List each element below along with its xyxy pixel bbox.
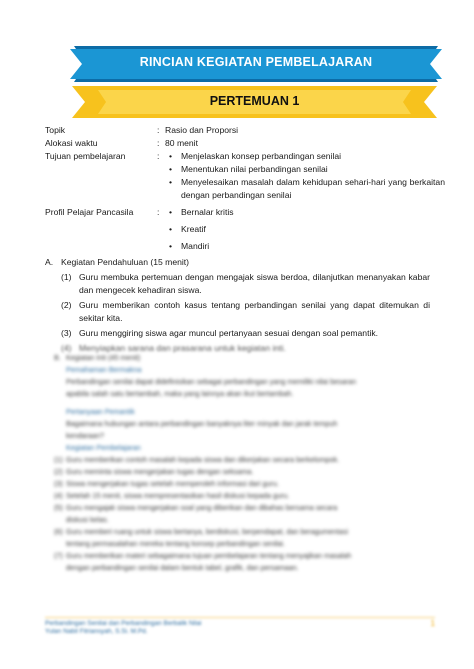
time-value: 80 menit bbox=[165, 138, 198, 148]
blurred-line bbox=[40, 454, 440, 466]
blurred-line bbox=[40, 418, 440, 430]
blurred-line bbox=[40, 502, 440, 514]
list-item bbox=[45, 327, 430, 340]
item-text: Guru menggiring siswa agar muncul pertanyaan sesuai dengan soal pemantik. bbox=[79, 328, 379, 338]
blurred-line-text: Guru memberikan contoh masalah kepada siswa dan dikerjakan secara berkelompok. bbox=[66, 455, 340, 464]
blurred-line bbox=[40, 538, 440, 550]
list-item bbox=[45, 299, 430, 325]
colon: : bbox=[157, 207, 160, 217]
blurred-line-marker: (7) bbox=[54, 551, 63, 560]
blurred-line-text: Pertanyaan Pemantik bbox=[66, 407, 135, 416]
goal-text: Menyelesaikan masalah dalam kehidupan sehari-hari yang berkaitan dengan perbandingan senilai bbox=[181, 177, 445, 200]
blurred-line-text: dengan perbandingan senilai dalam bentuk tabel, grafik, dan persamaan. bbox=[66, 563, 299, 572]
item-number: (3) bbox=[61, 328, 72, 338]
profile-text: Bernalar kritis bbox=[181, 207, 234, 217]
info-row-time bbox=[45, 137, 445, 150]
blurred-line-text: Guru memberikan materi sebagaimana tujuan pembelajaran tentang menyajikan masalah bbox=[66, 551, 352, 560]
blurred-line bbox=[40, 466, 440, 478]
blurred-line-marker: (4) bbox=[54, 491, 63, 500]
session-banner bbox=[72, 86, 437, 118]
info-row-topic bbox=[45, 124, 445, 137]
section-a bbox=[45, 256, 430, 357]
list-item bbox=[165, 150, 445, 163]
blurred-line-text: Guru mengajak siswa mengerjakan soal yang diberikan dan dibahas bersama secara bbox=[66, 503, 338, 512]
goal-text: Menjelaskan konsep perbandingan senilai bbox=[181, 151, 342, 161]
blurred-line bbox=[40, 376, 440, 388]
bullet-icon: • bbox=[169, 151, 173, 161]
list-item bbox=[165, 163, 445, 176]
page-title: RINCIAN KEGIATAN PEMBELAJARAN bbox=[139, 55, 373, 69]
bullet-icon: • bbox=[169, 177, 173, 187]
list-item bbox=[165, 206, 445, 219]
info-row-goals bbox=[45, 150, 445, 202]
profile-list bbox=[165, 206, 445, 253]
blurred-line-marker: (1) bbox=[54, 455, 63, 464]
blurred-line-marker: (5) bbox=[54, 503, 63, 512]
title-banner bbox=[70, 46, 442, 82]
blurred-line-marker: (3) bbox=[54, 479, 63, 488]
blurred-line-text: Kegiatan Inti (45 menit) bbox=[66, 353, 141, 362]
session-title: PERTEMUAN 1 bbox=[209, 94, 300, 108]
lesson-info bbox=[45, 124, 445, 253]
colon: : bbox=[157, 138, 160, 148]
blurred-line bbox=[40, 364, 440, 376]
blurred-line bbox=[40, 550, 440, 562]
colon: : bbox=[157, 125, 160, 135]
blurred-line-text: Guru meminta siswa mengerjakan tugas dengan seksama. bbox=[66, 467, 254, 476]
goals-list bbox=[165, 150, 445, 202]
bullet-icon: • bbox=[169, 207, 173, 217]
item-number: (2) bbox=[61, 300, 72, 310]
footer-author: Yulan Nabil Fitriansyah, S.Si. M.Pd. bbox=[45, 628, 148, 635]
profile-text: Mandiri bbox=[181, 241, 210, 251]
bullet-icon: • bbox=[169, 224, 173, 234]
blurred-line bbox=[40, 406, 440, 418]
blurred-line-text: apabila salah satu bertambah, maka yang lainnya akan ikut bertambah. bbox=[66, 389, 294, 398]
topic-value: Rasio dan Proporsi bbox=[165, 125, 239, 135]
blurred-content bbox=[40, 352, 440, 602]
blurred-line-marker: (2) bbox=[54, 467, 63, 476]
list-item bbox=[165, 223, 445, 236]
item-text: Guru membuka pertemuan dengan mengajak siswa berdoa, dilanjutkan menanyakan kabar dan mengecek kehadiran siswa. bbox=[79, 272, 430, 295]
blurred-line-text: diskusi kelas. bbox=[66, 515, 109, 524]
colon: : bbox=[157, 151, 160, 161]
blurred-line-text: Setelah 15 menit, siswa mempresentasikan hasil diskusi kepada guru. bbox=[66, 491, 290, 500]
list-item bbox=[165, 176, 445, 202]
profile-label: Profil Pelajar Pancasila bbox=[45, 207, 134, 217]
blurred-line-text: Kegiatan Pembelajaran bbox=[66, 443, 141, 452]
blurred-line-text: Siswa mengerjakan tugas setelah memperoleh informasi dari guru. bbox=[66, 479, 279, 488]
item-text: Guru memberikan contoh kasus tentang perbandingan senilai yang dapat ditemukan di sekitar kita. bbox=[79, 300, 430, 323]
blurred-line bbox=[40, 352, 440, 364]
bullet-icon: • bbox=[169, 241, 173, 251]
footer-title: Perbandingan Senilai dan Perbandingan Berbalik Nilai bbox=[45, 620, 202, 627]
blurred-line bbox=[40, 490, 440, 502]
blurred-line-text: Pemahaman Bermakna bbox=[66, 365, 142, 374]
page-footer bbox=[40, 620, 440, 644]
blurred-line bbox=[40, 430, 440, 442]
blurred-line bbox=[40, 562, 440, 574]
blurred-line-text: tentang permasalahan mereka tentang konsep perbandingan senilai. bbox=[66, 539, 285, 548]
bullet-icon: • bbox=[169, 164, 173, 174]
profile-text: Kreatif bbox=[181, 224, 206, 234]
time-label: Alokasi waktu bbox=[45, 138, 98, 148]
page-number: 1 bbox=[430, 619, 435, 628]
blurred-line bbox=[40, 388, 440, 400]
item-text: Menyiapkan sarana dan prasarana untuk kegiatan inti. bbox=[79, 343, 286, 353]
blurred-line-text: Guru memberi ruang untuk siswa bertanya, berdiskusi, berpendapat, dan beragumentasi bbox=[66, 527, 349, 536]
blurred-line-marker: (6) bbox=[54, 527, 63, 536]
blurred-line bbox=[40, 514, 440, 526]
list-item bbox=[165, 240, 445, 253]
info-row-profile bbox=[45, 206, 445, 253]
blurred-line bbox=[40, 442, 440, 454]
item-number: (4) bbox=[61, 343, 72, 353]
topic-label: Topik bbox=[45, 125, 66, 135]
blurred-line bbox=[40, 478, 440, 490]
footer-divider bbox=[45, 617, 435, 618]
blurred-line-text: kendaraan? bbox=[66, 431, 104, 440]
section-letter: A. bbox=[45, 257, 54, 267]
section-title: Kegiatan Pendahuluan (15 menit) bbox=[61, 257, 190, 267]
goals-label: Tujuan pembelajaran bbox=[45, 151, 126, 161]
blurred-line-marker: B. bbox=[54, 353, 61, 362]
list-item bbox=[45, 271, 430, 297]
item-number: (1) bbox=[61, 272, 72, 282]
section-heading bbox=[45, 256, 430, 269]
blurred-line bbox=[40, 526, 440, 538]
blurred-line-text: Perbandingan senilai dapat didefinisikan sebagai perbandingan yang memiliki nilai besaran bbox=[66, 377, 357, 386]
goal-text: Menentukan nilai perbandingan senilai bbox=[181, 164, 328, 174]
blurred-line-text: Bagaimana hubungan antara perbandingan banyaknya liter minyak dan jarak tempuh bbox=[66, 419, 338, 428]
